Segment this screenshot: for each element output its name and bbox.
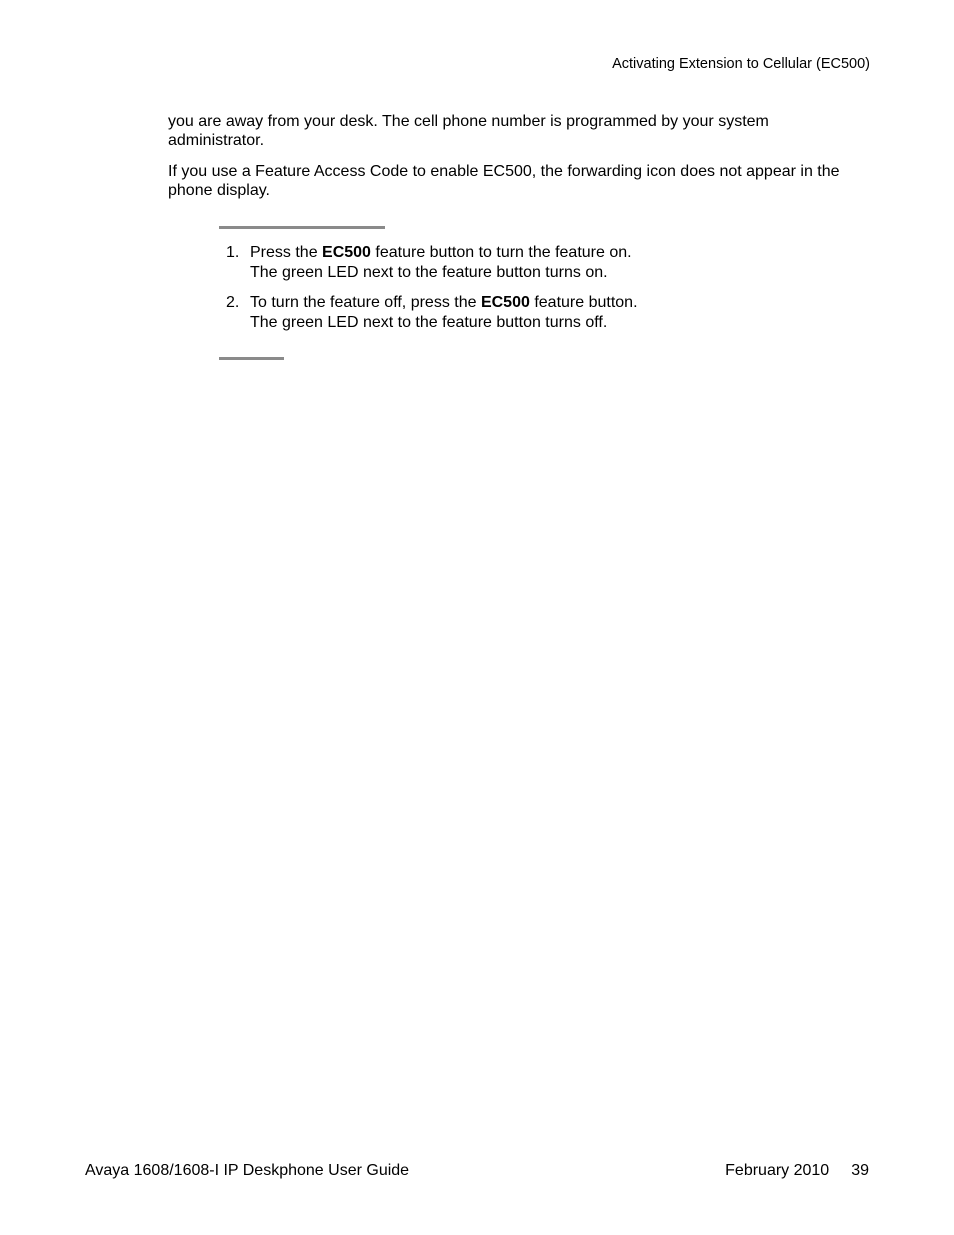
page-number: 39 (851, 1162, 869, 1179)
step-text-before: To turn the feature off, press the (250, 294, 481, 311)
procedure-steps (226, 243, 866, 343)
footer-doc-title: Avaya 1608/1608-I IP Deskphone User Guide (85, 1162, 410, 1179)
procedure-start-rule (219, 226, 385, 229)
step-number: 1. (226, 244, 240, 261)
procedure-step-1 (226, 243, 866, 283)
step-keyword: EC500 (322, 244, 371, 261)
step-result: The green LED next to the feature button turns off. (250, 314, 608, 331)
step-text-after: feature button to turn the feature on. (370, 244, 632, 261)
fac-note-paragraph: If you use a Feature Access Code to enable EC500, the forwarding icon does not appear in the phone display. (168, 163, 840, 199)
footer-date-page (725, 1161, 869, 1180)
intro-paragraph: you are away from your desk. The cell phone number is programmed by your system administrator. (168, 113, 769, 149)
step-keyword: EC500 (480, 294, 530, 311)
procedure-end-rule (219, 357, 284, 360)
step-number: 2. (226, 294, 240, 311)
step-result: The green LED next to the feature button turns on. (250, 264, 608, 281)
footer-date: February 2010 (725, 1162, 830, 1179)
procedure-step-2 (226, 293, 866, 333)
running-header: Activating Extension to Cellular (EC500) (612, 56, 870, 72)
step-text-after: feature button. (529, 294, 638, 311)
step-text-before: Press the (250, 244, 323, 261)
